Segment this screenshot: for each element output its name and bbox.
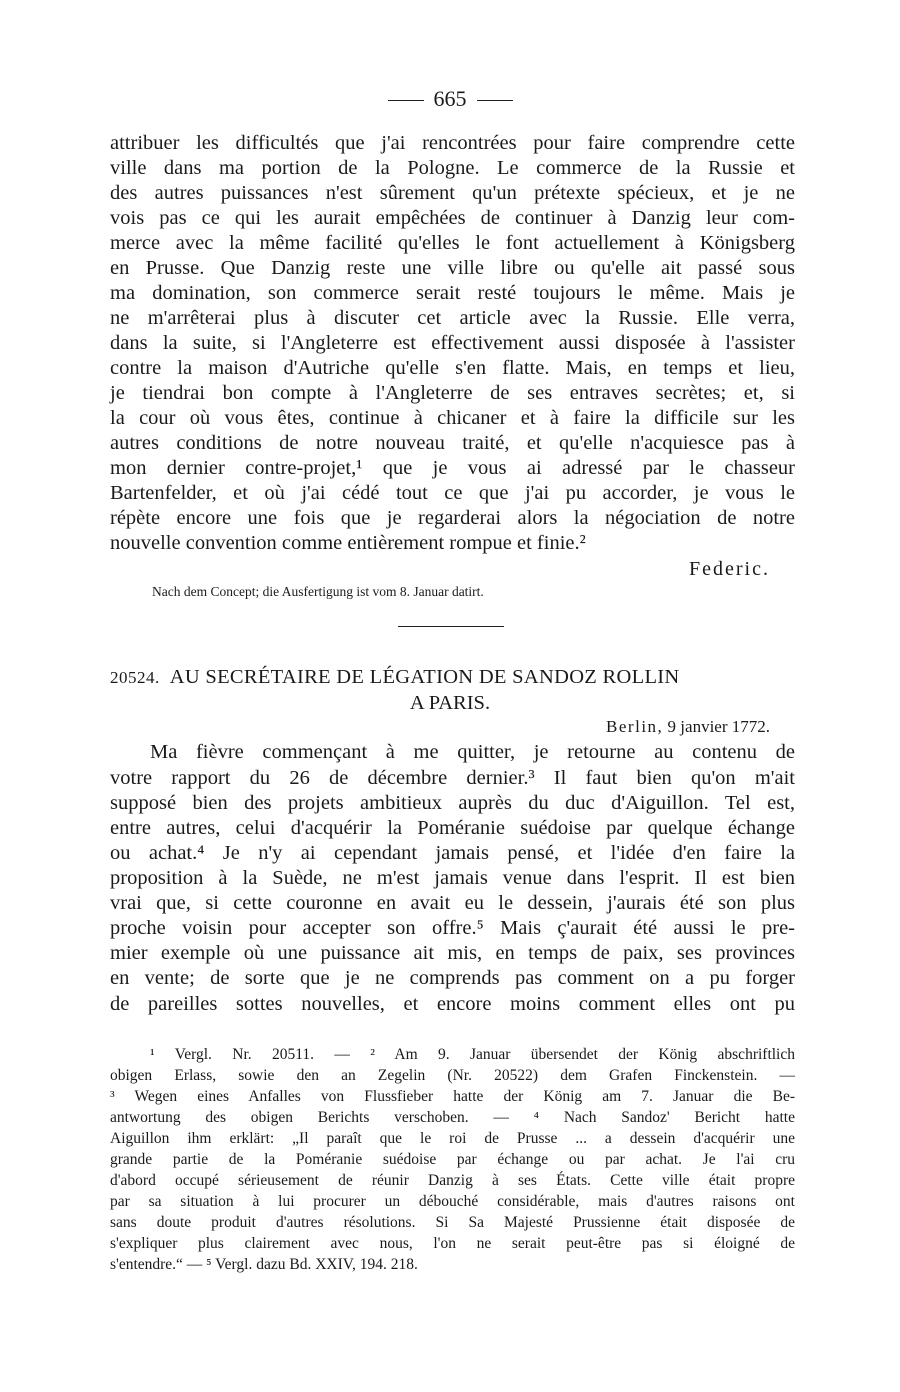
body-line: en vente; de sorte que je ne comprends pas comment on a pu forger [110,967,795,989]
body-line: votre rapport du 26 de décembre dernier.³ Il faut bien qu'on m'ait [110,767,795,789]
letter-heading [110,666,795,689]
body-line: Ma fièvre commençant à me quitter, je retourne au contenu de [150,741,795,763]
footnote-line: s'entendre.“ — ⁵ Vergl. dazu Bd. XXIV, 194. 218. [110,1256,418,1273]
date-place: Berlin, [606,717,664,736]
body-line: vrai que, si cette couronne en avait eu le dessein, j'aurais été son plus [110,892,795,914]
body-line: des autres puissances n'est sûrement qu'un prétexte spécieux, et je ne [110,182,795,204]
body-line: autres conditions de notre nouveau traité, et qu'elle n'acquiesce pas à [110,432,795,454]
body-line: dans la suite, si l'Angleterre est effectivement aussi disposée à l'assister [110,332,795,354]
body-line: mon dernier contre-projet,¹ que je vous ai adressé par le chasseur [110,457,795,479]
footnote-line: antwortung des obigen Berichts verschoben. — ⁴ Nach Sandoz' Bericht hatte [110,1109,795,1126]
dateline [570,717,770,737]
body-line: entre autres, celui d'acquérir la Poméranie suédoise par quelque échange [110,817,795,839]
footnote-line: par sa situation à lui procurer un débouché considérable, mais d'autres raisons ont [110,1193,795,1210]
body-line: supposé bien des projets ambitieux auprès du duc d'Aiguillon. Tel est, [110,792,795,814]
body-line: attribuer les difficultés que j'ai rencontrées pour faire comprendre cette [110,132,795,154]
footnote-line: sans doute produit d'autres résolutions. Si Sa Majesté Prussienne était disposée de [110,1214,795,1231]
body-line: proposition à la Suède, ne m'est jamais venue dans l'esprit. Il est bien [110,867,795,889]
body-line: ma domination, son commerce serait resté toujours le même. Mais je [110,282,795,304]
footnote-line: ³ Wegen eines Anfalles von Flussfieber hatte der König am 7. Januar die Be- [110,1088,795,1105]
page-number-dash-left [388,100,424,101]
date-rest: 9 janvier 1772. [667,717,770,736]
footnote-line: ¹ Vergl. Nr. 20511. — ² Am 9. Januar übersendet der König abschriftlich [150,1046,795,1063]
section-divider [398,626,504,627]
page-number-dash-right [477,100,513,101]
letter-heading-line2: A PARIS. [409,692,491,714]
body-line: je tiendrai bon compte à l'Angleterre de ses entraves secrètes; et, si [110,382,795,404]
body-line: ne m'arrêterai plus à discuter cet article avec la Russie. Elle verra, [110,307,795,329]
page-number-text: 665 [433,86,467,111]
body-line: ville dans ma portion de la Pologne. Le commerce de la Russie et [110,157,795,179]
body-line: la cour où vous êtes, continue à chicaner et à faire la difficile sur les [110,407,795,429]
body-line: Bartenfelder, et où j'ai cédé tout ce que j'ai pu accorder, je vous le [110,482,795,504]
body-line: répète encore une fois que je regarderai alors la négociation de notre [110,507,795,529]
body-line: merce avec la même facilité qu'elles le font actuellement à Königsberg [110,232,795,254]
letter-heading-line1: AU SECRÉTAIRE DE LÉGATION DE SANDOZ ROLLIN [169,666,680,688]
body-line: proche voisin pour accepter son offre.⁵ Mais ç'aurait été aussi le pre- [110,917,795,939]
page-number [0,86,900,112]
body-line: ou achat.⁴ Je n'y ai cependant jamais pensé, et l'idée d'en faire la [110,842,795,864]
footnote-line: grande partie de la Poméranie suédoise par échange ou par achat. Je l'ai cru [110,1151,795,1168]
concept-note: Nach dem Concept; die Ausfertigung ist vom 8. Januar datirt. [152,584,484,599]
signature: Federic. [689,558,770,580]
body-line: en Prusse. Que Danzig reste une ville libre ou qu'elle ait passé sous [110,257,795,279]
letter-number: 20524. [110,668,160,687]
body-line: contre la maison d'Autriche qu'elle s'en flatte. Mais, en temps et lieu, [110,357,795,379]
footnote-line: Aiguillon ihm erklärt: „Il paraît que le roi de Prusse ... a dessein d'acquérir une [110,1130,795,1147]
body-line: de pareilles sottes nouvelles, et encore moins comment elles ont pu [110,993,795,1015]
footnote-line: obigen Erlass, sowie den an Zegelin (Nr. 20522) dem Grafen Finckenstein. — [110,1067,795,1084]
body-line: mier exemple où une puissance ait mis, en temps de paix, ses provinces [110,942,795,964]
footnote-line: s'expliquer plus clairement avec nous, l'on ne serait peut-être pas si éloigné de [110,1235,795,1252]
body-line: nouvelle convention comme entièrement rompue et finie.² [110,532,586,554]
body-line: vois pas ce qui les aurait empêchées de continuer à Danzig leur com- [110,207,795,229]
footnote-line: d'abord occupé sérieusement de réunir Danzig à ses États. Cette ville était propre [110,1172,795,1189]
